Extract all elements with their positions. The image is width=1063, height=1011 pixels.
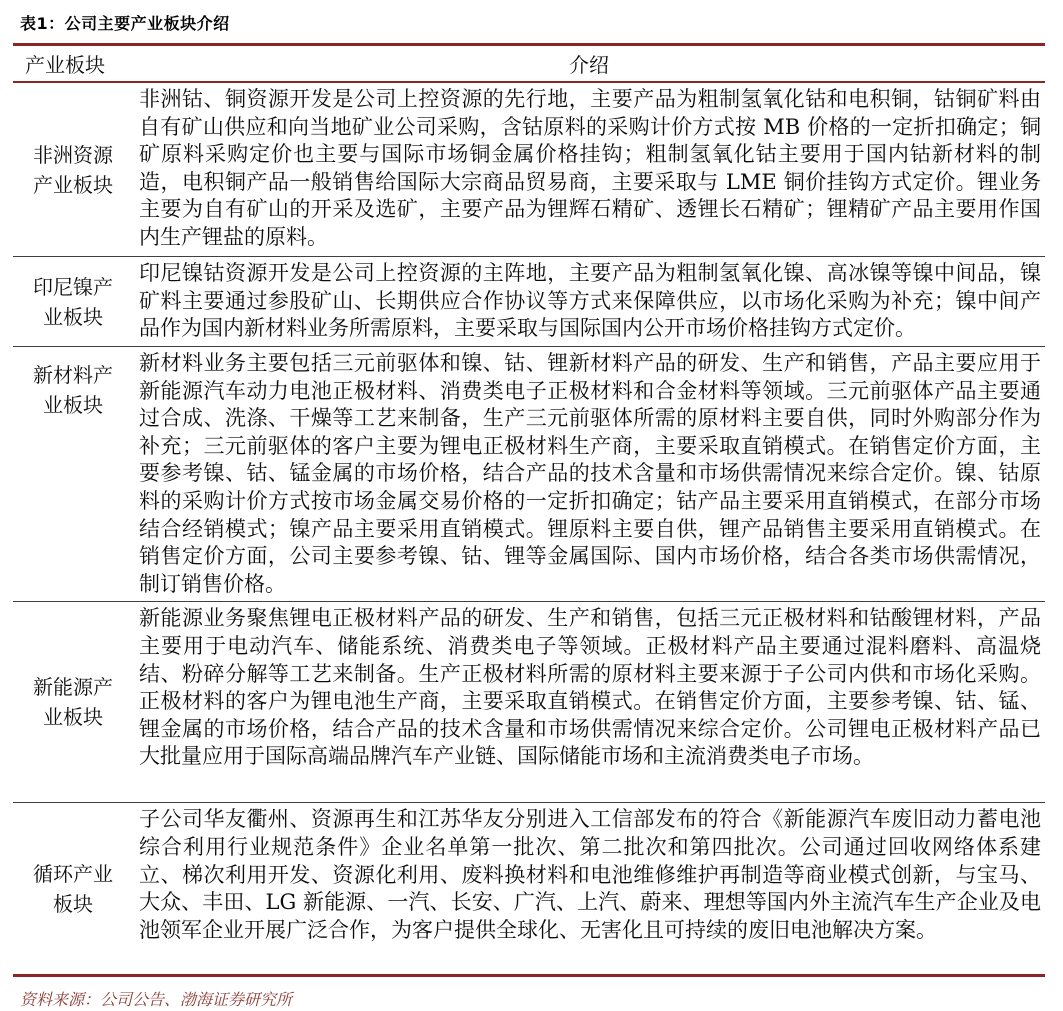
segment-label: 新能源产业板块	[33, 675, 113, 730]
segment-label: 非洲资源产业板块	[33, 142, 113, 197]
segment-intro: 新能源业务聚焦锂电正极材料产品的研发、生产和销售，包括三元正极材料和钴酸锂材料，产品主要用于电动汽车、储能系统、消费类电子等领域。正极材料产品主要通过混料磨料、高温烧结、粉碎分解等工艺来制备。生产正极材料所需的原材料主要来源于子公司内供和市场化采购。正极材料的客户为锂电池生产商，主要采取直销模式。在销售定价方面，主要参考镍、钴、锰、锂金属的市场价格，结合产品的技术含量和市场供需情况来综合定价。公司锂电正极材料产品已大批量应用于国际高端品牌汽车产业链、国际储能市场和主流消费类电子市场。	[139, 606, 1041, 769]
table-row	[13, 602, 1045, 803]
table-row	[13, 257, 1045, 347]
segment-label-cell	[13, 602, 133, 802]
table-row	[13, 803, 1045, 974]
header-intro-column: 介绍	[569, 53, 609, 77]
segment-intro: 非洲钴、铜资源开发是公司上控资源的先行地，主要产品为粗制氢氧化钴和电积铜，钴铜矿料由自有矿山供应和向当地矿业公司采购，含钴原料的采购计价方式按 MB 价格的一定折扣确定；铜矿原料采购定价也主要与国际市场铜金属价格挂钩；粗制氢氧化钴主要用于国内钴新材料的制造，电积铜产品一般销售给国际大宗商品贸易商，主要采取与 LME 铜价挂钩方式定价。锂业务主要为自有矿山的开采及选矿，主要产品为锂辉石精矿、透锂长石精矿；锂精矿产品主要用作国内生产锂盐的原料。	[139, 87, 1041, 249]
segments-table	[13, 43, 1045, 977]
data-source-note: 资料来源：公司公告、渤海证券研究所	[20, 990, 293, 1010]
table-row	[13, 83, 1045, 257]
segment-label: 新材料产业板块	[33, 363, 113, 417]
segment-label: 印尼镍产业板块	[33, 274, 113, 329]
segment-label: 循环产业板块	[33, 861, 113, 916]
segment-intro: 子公司华友衢州、资源再生和江苏华友分别进入工信部发布的符合《新能源汽车废旧动力蓄电池综合利用行业规范条件》企业名单第一批次、第二批次和第四批次。公司通过回收网络体系建立、梯次利用开发、资源化利用、废料换材料和电池维修维护再制造等商业模式创新，与宝马、大众、丰田、LG 新能源、一汽、长安、广汽、上汽、蔚来、理想等国内外主流汽车生产企业及电池领军企业开展广泛合作，为客户提供全球化、无害化且可持续的废旧电池解决方案。	[139, 807, 1041, 942]
segment-intro: 新材料业务主要包括三元前驱体和镍、钴、锂新材料产品的研发、生产和销售，产品主要应用于新能源汽车动力电池正极材料、消费类电子正极材料和合金材料等领域。三元前驱体产品主要通过合成、洗涤、干燥等工艺来制备，生产三元前驱体所需的原材料主要自供，同时外购部分作为补充；三元前驱体的客户主要为锂电正极材料生产商，主要采取直销模式。在销售定价方面，主要参考镍、钴、锰金属的市场价格，结合产品的技术含量和市场供需情况来综合定价。镍、钴原料的采购计价方式按市场金属交易价格的一定折扣确定；钴产品主要采用直销模式，在部分市场结合经销模式；镍产品主要采用直销模式。锂原料主要自供，锂产品销售主要采用直销模式。在销售定价方面，公司主要参考镍、钴、锂等金属国际、国内市场价格，结合各类市场供需情况，制订销售价格。	[139, 351, 1041, 596]
table-header-row	[13, 46, 1045, 83]
header-segment-column: 产业板块	[25, 53, 105, 77]
segment-label-cell	[13, 347, 133, 601]
segment-label-cell	[13, 83, 133, 256]
segment-label-cell	[13, 803, 133, 974]
table-row	[13, 347, 1045, 602]
table-title: 表1：公司主要产业板块介绍	[20, 14, 230, 33]
segment-label-cell	[13, 257, 133, 346]
segment-intro: 印尼镍钴资源开发是公司上控资源的主阵地，主要产品为粗制氢氧化镍、高冰镍等镍中间品，镍矿料主要通过参股矿山、长期供应合作协议等方式来保障供应，以市场化采购为补充；镍中间产品作为国内新材料业务所需原料，主要采取与国际国内公开市场价格挂钩方式定价。	[139, 261, 1041, 341]
